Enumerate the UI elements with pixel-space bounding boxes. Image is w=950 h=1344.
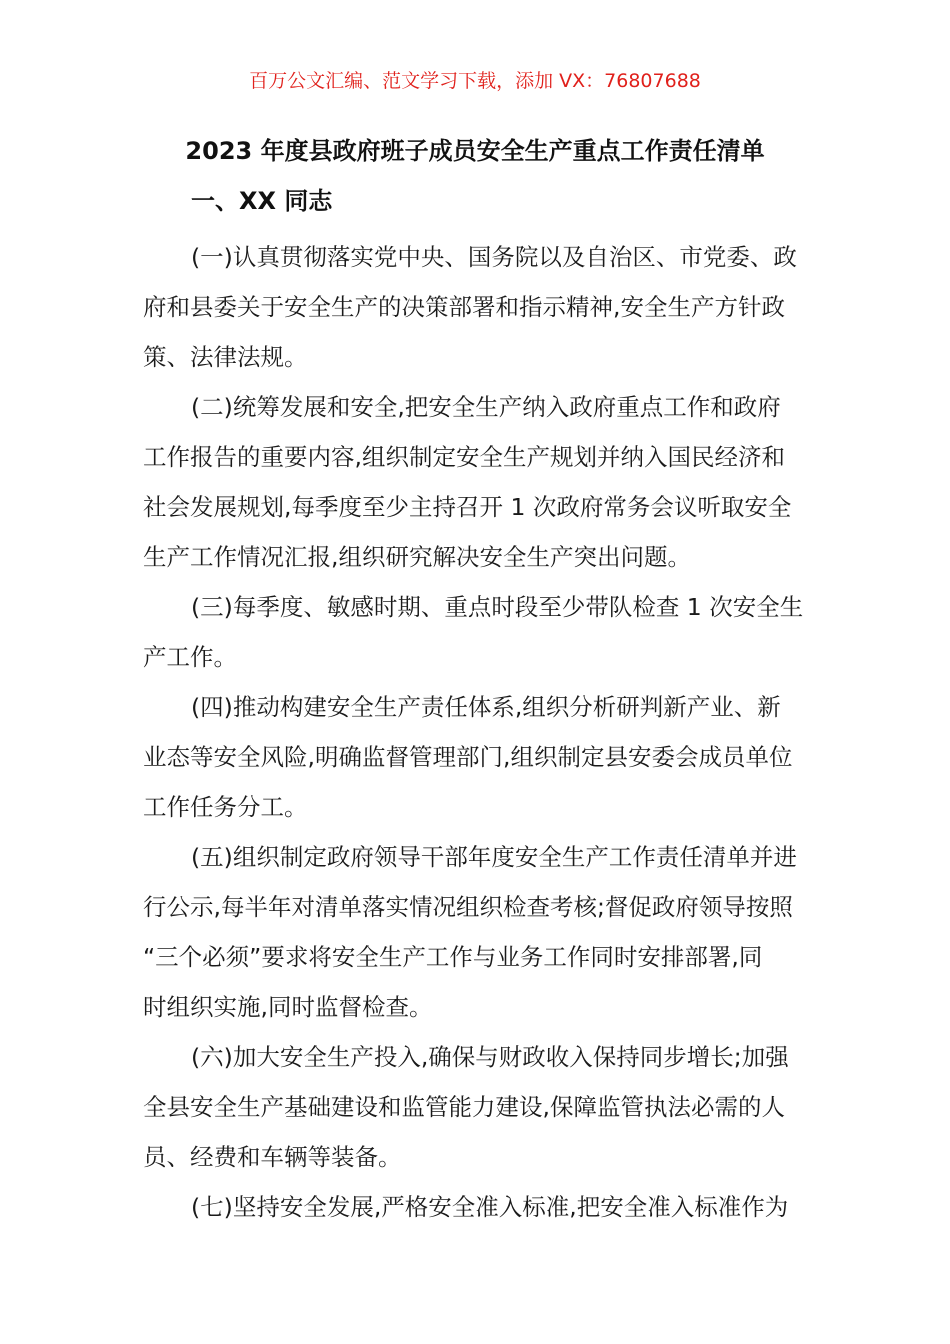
text-line: (三)每季度、敏感时期、重点时段至少带队检查 1 次安全生: [191, 593, 804, 621]
text-line: “三个必须”要求将安全生产工作与业务工作同时安排部署,同: [143, 943, 763, 971]
paragraph-5: [143, 832, 808, 1032]
text-line: 生产工作情况汇报,组织研究解决安全生产突出问题。: [143, 543, 691, 571]
text-line: 工作报告的重要内容,组织制定安全生产规划并纳入国民经济和: [143, 443, 785, 471]
paragraph-6: [143, 1032, 808, 1182]
text-line: (六)加大安全生产投入,确保与财政收入保持同步增长;加强: [191, 1043, 789, 1071]
paragraph-1: [143, 232, 808, 382]
paragraph-2: [143, 382, 808, 582]
text-line: (七)坚持安全发展,严格安全准入标准,把安全准入标准作为: [191, 1193, 789, 1221]
document-title: 2023 年度县政府班子成员安全生产重点工作责任清单: [185, 137, 765, 165]
watermark-banner: 百万公文汇编、范文学习下载，添加 VX：76807688: [249, 70, 701, 92]
text-line: 府和县委关于安全生产的决策部署和指示精神,安全生产方针政: [143, 293, 785, 321]
text-line: 全县安全生产基础建设和监管能力建设,保障监管执法必需的人: [143, 1093, 785, 1121]
text-line: (二)统筹发展和安全,把安全生产纳入政府重点工作和政府: [191, 393, 781, 421]
document-body: [143, 232, 808, 1232]
text-line: 工作任务分工。: [143, 793, 308, 821]
paragraph-7: [143, 1182, 808, 1232]
text-line: 业态等安全风险,明确监督管理部门,组织制定县安委会成员单位: [143, 743, 793, 771]
paragraph-3: [143, 582, 808, 682]
text-line: (四)推动构建安全生产责任体系,组织分析研判新产业、新: [191, 693, 781, 721]
text-line: (一)认真贯彻落实党中央、国务院以及自治区、市党委、政: [191, 243, 797, 271]
text-line: (五)组织制定政府领导干部年度安全生产工作责任清单并进: [191, 843, 797, 871]
text-line: 策、法律法规。: [143, 343, 308, 371]
text-line: 时组织实施,同时监督检查。: [143, 993, 433, 1021]
text-line: 行公示,每半年对清单落实情况组织检查考核;督促政府领导按照: [143, 893, 793, 921]
paragraph-4: [143, 682, 808, 832]
section-heading: 一、XX 同志: [191, 187, 333, 215]
text-line: 社会发展规划,每季度至少主持召开 1 次政府常务会议听取安全: [143, 493, 792, 521]
text-line: 员、经费和车辆等装备。: [143, 1143, 402, 1171]
text-line: 产工作。: [143, 643, 237, 671]
